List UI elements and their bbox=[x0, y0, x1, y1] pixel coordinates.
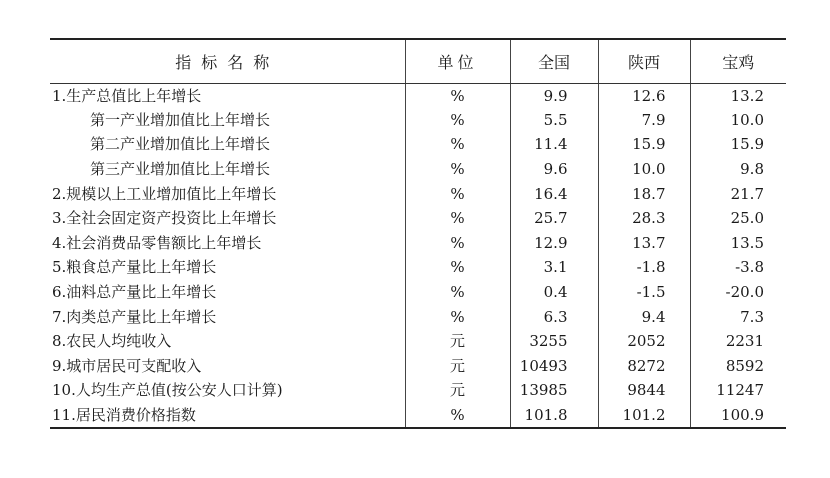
header-unit: 单位 bbox=[405, 39, 510, 83]
indicator-name-cell: 9.城市居民可支配收入 bbox=[52, 356, 202, 375]
statistics-table bbox=[50, 38, 786, 429]
baoji-value-cell: 2231 bbox=[690, 329, 786, 354]
table-row bbox=[50, 83, 786, 108]
shaanxi-value-cell: -1.5 bbox=[598, 280, 690, 305]
baoji-value-cell: 8592 bbox=[690, 354, 786, 379]
baoji-value-cell: 25.0 bbox=[690, 206, 786, 231]
baoji-value-cell: 100.9 bbox=[690, 403, 786, 428]
unit-cell: % bbox=[405, 403, 510, 428]
indicator-name-cell: 10.人均生产总值(按公安人口计算) bbox=[52, 381, 283, 400]
table-header-row bbox=[50, 39, 786, 83]
shaanxi-value-cell: 7.9 bbox=[598, 108, 690, 133]
indicator-name-cell: 第一产业增加值比上年增长 bbox=[90, 110, 271, 129]
table-row bbox=[50, 378, 786, 403]
indicator-name-cell: 第三产业增加值比上年增长 bbox=[90, 160, 271, 179]
table-row bbox=[50, 304, 786, 329]
baoji-value-cell: 21.7 bbox=[690, 181, 786, 206]
unit-cell: % bbox=[405, 108, 510, 133]
national-value-cell: 16.4 bbox=[510, 181, 598, 206]
shaanxi-value-cell: 101.2 bbox=[598, 403, 690, 428]
baoji-value-cell: 13.2 bbox=[690, 83, 786, 108]
national-value-cell: 10493 bbox=[510, 354, 598, 379]
table-row bbox=[50, 108, 786, 133]
baoji-value-cell: 15.9 bbox=[690, 132, 786, 157]
indicator-name-cell: 8.农民人均纯收入 bbox=[52, 332, 172, 351]
header-shaanxi: 陕西 bbox=[598, 39, 690, 83]
shaanxi-value-cell: 13.7 bbox=[598, 231, 690, 256]
national-value-cell: 12.9 bbox=[510, 231, 598, 256]
unit-cell: % bbox=[405, 157, 510, 182]
shaanxi-value-cell: 9.4 bbox=[598, 304, 690, 329]
shaanxi-value-cell: 10.0 bbox=[598, 157, 690, 182]
baoji-value-cell: -3.8 bbox=[690, 255, 786, 280]
indicator-name-cell: 2.规模以上工业增加值比上年增长 bbox=[52, 184, 277, 203]
shaanxi-value-cell: 15.9 bbox=[598, 132, 690, 157]
statistics-table-container bbox=[50, 38, 786, 429]
header-national: 全国 bbox=[510, 39, 598, 83]
indicator-name-cell: 5.粮食总产量比上年增长 bbox=[52, 258, 217, 277]
indicator-name-cell: 第二产业增加值比上年增长 bbox=[90, 135, 271, 154]
national-value-cell: 11.4 bbox=[510, 132, 598, 157]
header-indicator-name: 指标名称 bbox=[50, 39, 405, 83]
unit-cell: % bbox=[405, 280, 510, 305]
indicator-name-cell: 4.社会消费品零售额比上年增长 bbox=[52, 233, 262, 252]
unit-cell: % bbox=[405, 132, 510, 157]
shaanxi-value-cell: 28.3 bbox=[598, 206, 690, 231]
indicator-name-cell: 1.生产总值比上年增长 bbox=[52, 86, 202, 105]
national-value-cell: 5.5 bbox=[510, 108, 598, 133]
national-value-cell: 25.7 bbox=[510, 206, 598, 231]
header-baoji: 宝鸡 bbox=[690, 39, 786, 83]
shaanxi-value-cell: -1.8 bbox=[598, 255, 690, 280]
baoji-value-cell: -20.0 bbox=[690, 280, 786, 305]
table-row bbox=[50, 181, 786, 206]
baoji-value-cell: 9.8 bbox=[690, 157, 786, 182]
table-row bbox=[50, 255, 786, 280]
baoji-value-cell: 11247 bbox=[690, 378, 786, 403]
national-value-cell: 3255 bbox=[510, 329, 598, 354]
national-value-cell: 13985 bbox=[510, 378, 598, 403]
national-value-cell: 6.3 bbox=[510, 304, 598, 329]
indicator-name-cell: 7.肉类总产量比上年增长 bbox=[52, 307, 217, 326]
shaanxi-value-cell: 9844 bbox=[598, 378, 690, 403]
shaanxi-value-cell: 12.6 bbox=[598, 83, 690, 108]
unit-cell: % bbox=[405, 181, 510, 206]
table-body bbox=[50, 83, 786, 428]
table-row bbox=[50, 132, 786, 157]
unit-cell: % bbox=[405, 83, 510, 108]
unit-cell: % bbox=[405, 206, 510, 231]
baoji-value-cell: 13.5 bbox=[690, 231, 786, 256]
national-value-cell: 3.1 bbox=[510, 255, 598, 280]
national-value-cell: 9.6 bbox=[510, 157, 598, 182]
table-row bbox=[50, 354, 786, 379]
indicator-name-cell: 6.油料总产量比上年增长 bbox=[52, 283, 217, 302]
table-row bbox=[50, 231, 786, 256]
shaanxi-value-cell: 8272 bbox=[598, 354, 690, 379]
table-row bbox=[50, 280, 786, 305]
national-value-cell: 0.4 bbox=[510, 280, 598, 305]
unit-cell: 元 bbox=[405, 354, 510, 379]
unit-cell: % bbox=[405, 304, 510, 329]
unit-cell: % bbox=[405, 231, 510, 256]
baoji-value-cell: 10.0 bbox=[690, 108, 786, 133]
shaanxi-value-cell: 2052 bbox=[598, 329, 690, 354]
indicator-name-cell: 11.居民消费价格指数 bbox=[50, 403, 405, 428]
shaanxi-value-cell: 18.7 bbox=[598, 181, 690, 206]
unit-cell: 元 bbox=[405, 329, 510, 354]
table-row bbox=[50, 403, 786, 428]
table-row bbox=[50, 206, 786, 231]
unit-cell: 元 bbox=[405, 378, 510, 403]
baoji-value-cell: 7.3 bbox=[690, 304, 786, 329]
table-row bbox=[50, 329, 786, 354]
national-value-cell: 9.9 bbox=[510, 83, 598, 108]
national-value-cell: 101.8 bbox=[510, 403, 598, 428]
unit-cell: % bbox=[405, 255, 510, 280]
indicator-name-cell: 3.全社会固定资产投资比上年增长 bbox=[52, 209, 277, 228]
table-row bbox=[50, 157, 786, 182]
